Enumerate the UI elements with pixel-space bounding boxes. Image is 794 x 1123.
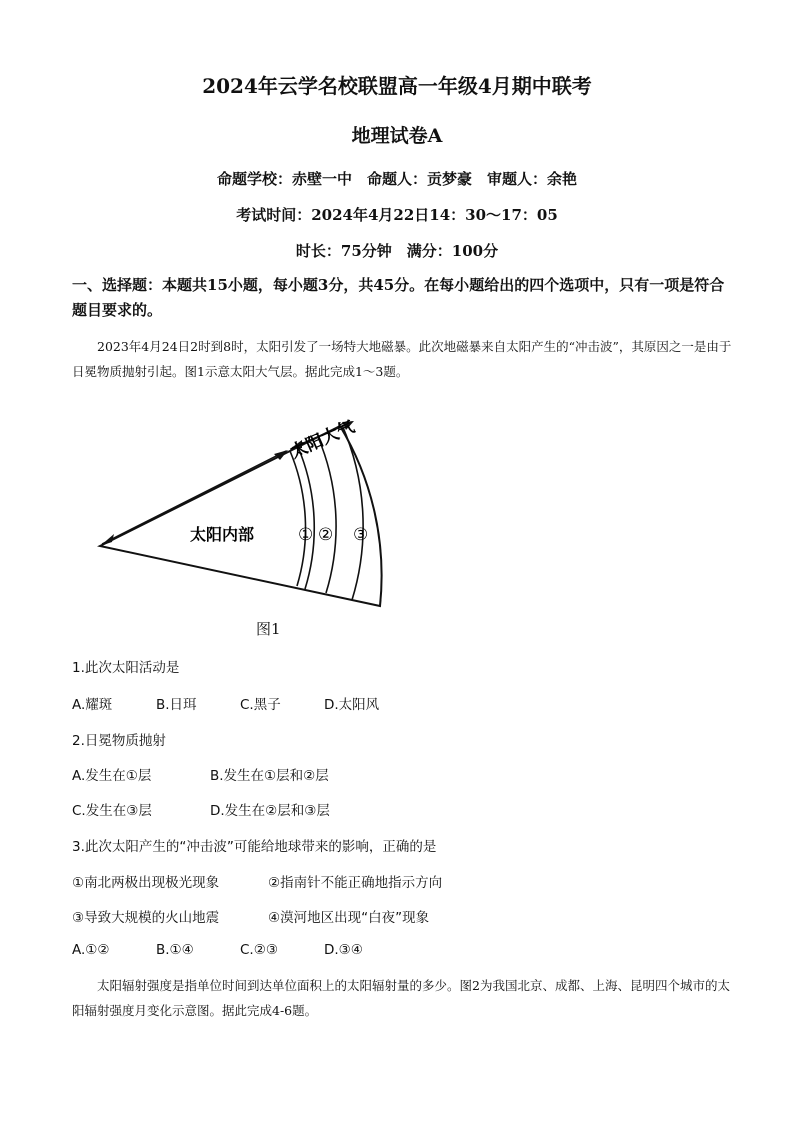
q2-option-d: D.发生在②层和③层 xyxy=(210,803,330,819)
q3-option-b: B.①④ xyxy=(156,942,194,958)
question-3-stem: 3.此次太阳产生的“冲击波”可能给地球带来的影响，正确的是 xyxy=(72,839,437,855)
q3-option-a: A.①② xyxy=(72,942,110,958)
authors-line: 命题学校：赤壁一中 命题人：贡梦豪 审题人：余艳 xyxy=(216,170,577,188)
q1-option-d: D.太阳风 xyxy=(324,697,380,713)
q1-option-c: C.黑子 xyxy=(240,697,281,713)
layer-boundary-4 xyxy=(342,425,363,600)
section-heading: 一、选择题：本题共15小题，每小题3分，共45分。在每小题给出的四个选项中，只有一项是符合题目要求的。 xyxy=(72,276,725,319)
arrow-head-left xyxy=(100,534,114,546)
atmosphere-label: 太阳大气 xyxy=(287,416,358,463)
q3-statement-4: ④漠河地区出现“白夜”现象 xyxy=(268,910,430,926)
layer-3-label: ③ xyxy=(353,525,369,545)
interior-label: 太阳内部 xyxy=(190,525,255,544)
question-2-stem: 2.日冕物质抛射 xyxy=(72,733,166,749)
q3-option-c: C.②③ xyxy=(240,942,278,958)
q3-statement-2: ②指南针不能正确地指示方向 xyxy=(268,875,443,891)
intro-paragraph-1: 2023年4月24日2时到8时，太阳引发了一场特大地磁暴。此次地磁暴来自太阳产生的“冲击波”，其原因之一是由于日冕物质抛射引起。图1示意太阳大气层。据此完成1～3题。 xyxy=(72,339,732,379)
wedge-outline xyxy=(100,426,382,606)
figure-1-caption: 图1 xyxy=(256,620,281,638)
q1-option-b: B.日珥 xyxy=(156,697,197,713)
layer-1-label: ① xyxy=(298,525,314,545)
q3-option-d: D.③④ xyxy=(324,942,363,958)
q1-option-a: A.耀斑 xyxy=(72,697,113,713)
layer-boundary-3 xyxy=(318,437,336,593)
layer-boundary-1 xyxy=(290,451,306,586)
q2-option-c: C.发生在③层 xyxy=(72,803,152,819)
question-1-stem: 1.此次太阳活动是 xyxy=(72,660,180,676)
q3-statement-3: ③导致大规模的火山地震 xyxy=(72,910,220,926)
exam-time: 考试时间：2024年4月22日14：30～17：05 xyxy=(236,206,558,224)
solar-atmosphere-diagram xyxy=(90,400,390,610)
q2-option-b: B.发生在①层和②层 xyxy=(210,768,329,784)
duration-line: 时长：75分钟 满分：100分 xyxy=(295,242,499,260)
layer-boundary-2 xyxy=(298,447,314,589)
q2-option-a: A.发生在①层 xyxy=(72,768,152,784)
intro-paragraph-2: 太阳辐射强度是指单位时间到达单位面积上的太阳辐射量的多少。图2为我国北京、成都、上海、昆明四个城市的太阳辐射强度月变化示意图。据此完成4-6题。 xyxy=(72,978,730,1018)
subject-title: 地理试卷A xyxy=(351,125,443,147)
layer-2-label: ② xyxy=(318,525,334,545)
q3-statement-1: ①南北两极出现极光现象 xyxy=(72,875,220,891)
exam-title: 2024年云学名校联盟高一年级4月期中联考 xyxy=(202,74,592,98)
